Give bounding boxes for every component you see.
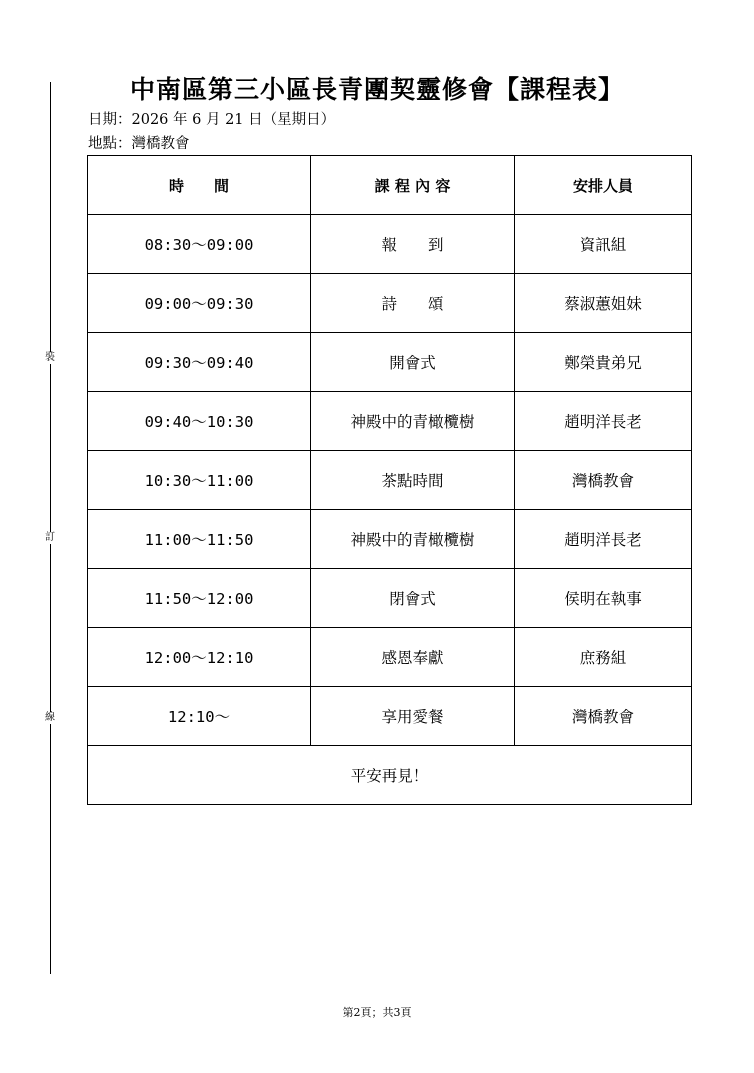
closing-cell: 平安再見！ (88, 746, 692, 805)
table-row (88, 569, 692, 628)
person-cell: 蔡淑蕙姐妹 (515, 274, 692, 333)
person-cell: 灣橋教會 (515, 451, 692, 510)
document-title: 中南區第三小區長青團契靈修會【課程表】 (129, 75, 624, 104)
table-row (88, 687, 692, 746)
binding-mark-xian: 線 (45, 712, 55, 723)
person-cell: 侯明在執事 (515, 569, 692, 628)
header-person: 安排人員 (515, 156, 692, 215)
location-line: 地點：灣橋教會 (88, 136, 190, 152)
person-cell: 趙明洋長老 (515, 392, 692, 451)
time-cell: 09:30～09:40 (88, 333, 311, 392)
table-header-row (88, 156, 692, 215)
person-cell: 灣橋教會 (515, 687, 692, 746)
page-footer: 第2頁；共3頁 (342, 1006, 412, 1019)
schedule-table (87, 155, 692, 805)
time-cell: 10:30～11:00 (88, 451, 311, 510)
content-cell: 享用愛餐 (311, 687, 515, 746)
person-cell: 鄭榮貴弟兄 (515, 333, 692, 392)
binding-line (50, 82, 51, 974)
time-cell: 11:00～11:50 (88, 510, 311, 569)
header-time: 時 間 (88, 156, 311, 215)
binding-mark-zhuang: 裝 (45, 352, 55, 363)
date-line: 日期：2026 年 6 月 21 日（星期日） (88, 112, 336, 128)
content-cell: 神殿中的青橄欖樹 (311, 510, 515, 569)
content-cell: 茶點時間 (311, 451, 515, 510)
content-cell: 神殿中的青橄欖樹 (311, 392, 515, 451)
time-cell: 12:00～12:10 (88, 628, 311, 687)
header-content: 課 程 內 容 (311, 156, 515, 215)
time-cell: 11:50～12:00 (88, 569, 311, 628)
content-cell: 感恩奉獻 (311, 628, 515, 687)
closing-row (88, 746, 692, 805)
time-cell: 09:00～09:30 (88, 274, 311, 333)
table-row (88, 392, 692, 451)
time-cell: 09:40～10:30 (88, 392, 311, 451)
table-row (88, 510, 692, 569)
person-cell: 趙明洋長老 (515, 510, 692, 569)
table-row (88, 451, 692, 510)
table-row (88, 333, 692, 392)
binding-mark-ding: 訂 (45, 532, 55, 543)
content-cell: 詩 頌 (311, 274, 515, 333)
content-cell: 閉會式 (311, 569, 515, 628)
table-row (88, 628, 692, 687)
content-cell: 報 到 (311, 215, 515, 274)
table-row (88, 274, 692, 333)
table-row (88, 215, 692, 274)
time-cell: 08:30～09:00 (88, 215, 311, 274)
time-cell: 12:10～ (88, 687, 311, 746)
person-cell: 庶務組 (515, 628, 692, 687)
person-cell: 資訊組 (515, 215, 692, 274)
content-cell: 開會式 (311, 333, 515, 392)
